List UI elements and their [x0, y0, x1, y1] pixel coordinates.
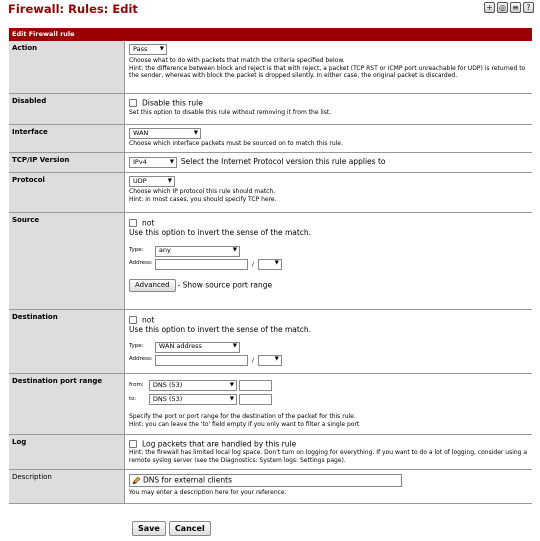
dest-port-from-custom-input[interactable] — [239, 380, 272, 391]
source-not-checkbox[interactable] — [129, 219, 137, 227]
log-icon[interactable]: ≡ — [510, 2, 521, 13]
action-label: Action — [9, 41, 125, 93]
log-help: Hint: the firewall has limited local log space. Don't turn on logging for everything. If you want to do a lot of logging, consider using a remote syslog server (see the Diagnostics: System logs: Settings page). — [129, 449, 528, 464]
destination-help: Use this option to invert the sense of the match. — [129, 325, 312, 334]
action-hint: Hint: the difference between block and reject is that with reject, a packet (TCP RST or ICMP port unreachable for UDP) is returned to the sender, whereas with block the packet is dropped silently. In either case, the original packet is discarded. — [129, 64, 526, 79]
source-help: Use this option to invert the sense of the match. — [129, 228, 312, 237]
advanced-button[interactable]: Advanced — [129, 279, 176, 293]
interface-select-value: WAN — [133, 128, 149, 137]
action-select-value: Pass — [133, 44, 148, 53]
disabled-row — [9, 94, 532, 125]
dest-port-hint: Hint: you can leave the 'to' field empty if you only want to filter a single port — [129, 420, 360, 428]
source-type-label: Type: — [129, 247, 144, 254]
firewall-rule-form — [9, 28, 532, 504]
protocol-hint: Hint: in most cases, you should specify TCP here. — [129, 195, 277, 203]
disable-rule-checkbox[interactable] — [129, 99, 137, 107]
destination-label: Destination — [9, 310, 125, 373]
description-row — [9, 470, 532, 504]
save-button[interactable]: Save — [132, 521, 166, 536]
source-not-label: not — [142, 218, 155, 228]
pencil-icon — [132, 476, 141, 485]
chevron-down-icon: ▼ — [232, 247, 237, 254]
description-help: You may enter a description here for your reference. — [129, 489, 287, 496]
interface-label: Interface — [9, 125, 125, 152]
destination-slash: / — [251, 356, 254, 364]
advanced-help: - Show source port range — [177, 279, 273, 289]
source-mask-select[interactable] — [258, 259, 282, 270]
disabled-label: Disabled — [9, 94, 125, 124]
action-select[interactable] — [129, 44, 167, 55]
source-address-input[interactable] — [155, 259, 248, 270]
disabled-help: Set this option to disable this rule without removing it from the list. — [129, 109, 332, 116]
action-help: Choose what to do with packets that match the criteria specified below. — [129, 57, 345, 64]
description-input[interactable] — [129, 474, 402, 487]
source-slash: / — [251, 260, 254, 268]
chevron-down-icon: ▼ — [274, 356, 279, 363]
destination-type-label: Type: — [129, 343, 144, 350]
protocol-select[interactable] — [129, 176, 175, 187]
chevron-down-icon: ▼ — [274, 260, 279, 267]
description-value: DNS for external clients — [143, 475, 232, 485]
help-icon[interactable]: ? — [523, 2, 534, 13]
destination-type-select[interactable] — [155, 342, 240, 353]
log-checkbox-label: Log packets that are handled by this rule — [142, 439, 297, 449]
destination-address-input[interactable] — [155, 355, 248, 366]
destination-address-label: Address: — [129, 356, 153, 363]
protocol-help: Choose which IP protocol this rule should match. — [129, 188, 276, 195]
dest-port-to-select[interactable] — [149, 394, 237, 405]
source-address-label: Address: — [129, 260, 153, 267]
dest-port-to-value: DNS (53) — [152, 394, 183, 403]
destination-not-checkbox[interactable] — [129, 316, 137, 324]
status-icon[interactable]: ◎ — [497, 2, 508, 13]
protocol-label: Protocol — [9, 173, 125, 212]
form-actions — [132, 521, 211, 536]
chevron-down-icon: ▼ — [169, 158, 174, 165]
source-row — [9, 213, 532, 310]
source-label: Source — [9, 213, 125, 309]
log-label: Log — [9, 435, 125, 469]
dest-port-from-label: from: — [129, 381, 144, 388]
destination-not-label: not — [142, 315, 155, 325]
add-icon[interactable]: + — [484, 2, 495, 13]
chevron-down-icon: ▼ — [193, 129, 198, 136]
ipversion-select[interactable] — [129, 157, 177, 168]
log-row — [9, 435, 532, 470]
destination-type-value: WAN address — [158, 342, 202, 351]
page-title: Firewall: Rules: Edit — [8, 2, 138, 16]
source-type-select[interactable] — [155, 246, 240, 257]
dest-port-to-label: to: — [129, 395, 137, 402]
dest-port-help: Specify the port or port range for the destination of the packet for this rule. — [129, 413, 356, 420]
protocol-select-value: UDP — [133, 176, 147, 185]
dest-port-from-value: DNS (53) — [152, 380, 183, 389]
chevron-down-icon: ▼ — [167, 177, 172, 184]
disable-rule-checkbox-label: Disable this rule — [142, 98, 203, 108]
description-label: Description — [9, 470, 125, 503]
dest-port-from-select[interactable] — [149, 380, 237, 391]
protocol-row — [9, 173, 532, 213]
ipversion-help: Select the Internet Protocol version this rule applies to — [180, 157, 386, 166]
chevron-down-icon: ▼ — [232, 343, 237, 350]
destination-row — [9, 310, 532, 374]
action-row — [9, 41, 532, 94]
dest-port-to-custom-input[interactable] — [239, 394, 272, 405]
ipversion-label: TCP/IP Version — [9, 153, 125, 172]
cancel-button[interactable]: Cancel — [169, 521, 211, 536]
destination-mask-select[interactable] — [258, 355, 282, 366]
log-checkbox[interactable] — [129, 440, 137, 448]
interface-row — [9, 125, 532, 153]
ipversion-row — [9, 153, 532, 173]
ipversion-select-value: IPv4 — [133, 157, 147, 166]
chevron-down-icon: ▼ — [159, 45, 164, 52]
chevron-down-icon: ▼ — [229, 395, 234, 402]
dest-port-label: Destination port range — [9, 374, 125, 434]
section-header: Edit Firewall rule — [9, 28, 532, 41]
interface-select[interactable] — [129, 128, 201, 139]
chevron-down-icon: ▼ — [229, 381, 234, 388]
dest-port-row — [9, 374, 532, 435]
top-icon-bar — [484, 2, 534, 13]
interface-help: Choose which interface packets must be sourced on to match this rule. — [129, 140, 343, 147]
source-type-value: any — [158, 246, 171, 255]
